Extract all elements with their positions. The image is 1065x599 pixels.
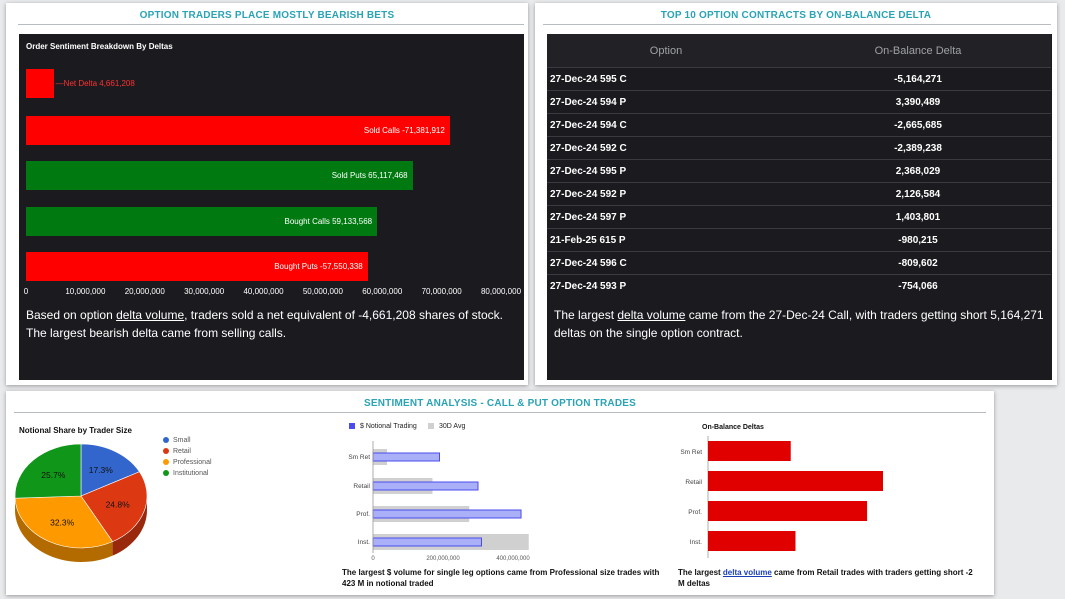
title-divider	[14, 412, 986, 413]
top-contracts-table	[547, 34, 1051, 297]
legend-dot-icon	[163, 448, 169, 454]
col-delta-header[interactable]: On-Balance Delta	[785, 34, 1051, 68]
category-label: Inst.	[689, 539, 702, 546]
summary-text-rest: came from the 27-Dec-24 Call, with traders getting short 5,164,271 deltas on the single option contract.	[554, 308, 1044, 340]
x-tick-label: 0	[371, 556, 375, 562]
delta-cell: -5,164,271	[785, 68, 1051, 91]
delta-cell: -2,665,685	[785, 114, 1051, 137]
delta-cell: 1,403,801	[785, 206, 1051, 229]
option-cell: 27-Dec-24 594 C	[547, 114, 785, 137]
pie-legend-label: Institutional	[173, 470, 209, 477]
obd-delta-volume-link[interactable]: delta volume	[722, 568, 772, 577]
on-balance-deltas-chart	[666, 436, 896, 561]
table-row[interactable]	[547, 275, 1051, 298]
notional-bar	[373, 510, 521, 518]
category-label: Retail	[685, 479, 702, 486]
notional-legend-label: $ Notional Trading	[360, 423, 417, 430]
summary-text: The largest	[554, 308, 618, 322]
x-tick-label: 60,000,000	[362, 287, 403, 296]
notional-bar-chart	[336, 436, 556, 566]
table-row[interactable]	[547, 206, 1051, 229]
x-tick-label: 20,000,000	[124, 287, 165, 296]
top-contracts-title: TOP 10 OPTION CONTRACTS BY ON-BALANCE DELTA	[660, 10, 932, 21]
title-divider	[543, 24, 1051, 25]
pie-legend-item[interactable]	[163, 470, 208, 477]
category-label: Prof.	[356, 511, 370, 518]
delta-cell: 2,126,584	[785, 183, 1051, 206]
contracts-summary	[554, 306, 1044, 342]
sentiment-card	[6, 3, 528, 385]
obd-title: On-Balance Deltas	[702, 424, 764, 431]
pie-slice-label: 32.3%	[50, 517, 75, 528]
pie-legend-item[interactable]	[163, 448, 191, 455]
obd-bar	[708, 441, 791, 461]
x-tick-label: 400,000,000	[496, 556, 530, 562]
option-cell: 27-Dec-24 595 C	[547, 68, 785, 91]
x-tick-label: 70,000,000	[421, 287, 462, 296]
obd-note-text-rest: came from Retail trades with traders getting short -2 M deltas	[678, 568, 973, 588]
table-row[interactable]	[547, 183, 1051, 206]
table-header	[547, 34, 1051, 68]
x-tick-label: 10,000,000	[65, 287, 106, 296]
option-cell: 21-Feb-25 615 P	[547, 229, 785, 252]
table-row[interactable]	[547, 137, 1051, 160]
pie-legend-label: Small	[173, 437, 191, 444]
delta-cell: -980,215	[785, 229, 1051, 252]
table-row[interactable]	[547, 160, 1051, 183]
summary-text: Based on option	[26, 308, 117, 322]
sentiment-analysis-card	[6, 391, 994, 595]
sentiment-card-title: OPTION TRADERS PLACE MOSTLY BEARISH BETS	[139, 10, 395, 21]
obd-bar	[708, 531, 796, 551]
legend-dot-icon	[163, 437, 169, 443]
pie-legend-label: Retail	[173, 448, 191, 455]
x-tick-label: 0	[23, 287, 29, 296]
category-label: Sm Ret	[348, 454, 370, 461]
title-divider	[18, 24, 524, 25]
x-tick-label: 80,000,000	[480, 287, 522, 296]
option-cell: 27-Dec-24 593 P	[547, 275, 785, 298]
pie-legend-label: Professional	[173, 459, 212, 466]
obd-bar	[708, 471, 883, 491]
delta-cell: -2,389,238	[785, 137, 1051, 160]
table-row[interactable]	[547, 91, 1051, 114]
top-contracts-panel	[547, 34, 1052, 380]
notional-bar	[373, 453, 440, 461]
sentiment-bar-label: Bought Puts -57,550,338	[274, 262, 363, 271]
notional-bar	[373, 538, 482, 546]
category-label: Retail	[353, 483, 370, 490]
sentiment-bar-label: —Net Delta 4,661,208	[55, 79, 135, 88]
summary-text-rest: , traders sold a net equivalent of -4,661,208 shares of stock. The largest bearish delta came from selling calls.	[26, 308, 503, 340]
pie-slice-label: 24.8%	[105, 499, 130, 510]
pie-slice-label: 17.3%	[88, 465, 113, 476]
delta-cell: 3,390,489	[785, 91, 1051, 114]
legend-swatch-icon	[428, 423, 434, 429]
delta-cell: -809,602	[785, 252, 1051, 275]
sentiment-bar-label: Sold Puts 65,117,468	[331, 171, 408, 180]
delta-volume-link[interactable]: delta volume	[116, 308, 185, 322]
legend-swatch-icon	[349, 423, 355, 429]
delta-cell: 2,368,029	[785, 160, 1051, 183]
notional-share-pie	[14, 441, 164, 566]
notional-note: The largest $ volume for single leg options came from Professional size trades with 423 M in notional traded	[342, 568, 660, 588]
legend-dot-icon	[163, 459, 169, 465]
pie-slice-label: 25.7%	[41, 470, 66, 481]
table-row[interactable]	[547, 229, 1051, 252]
table-row[interactable]	[547, 114, 1051, 137]
option-cell: 27-Dec-24 594 P	[547, 91, 785, 114]
sentiment-summary	[26, 306, 516, 342]
sentiment-bar-label: Sold Calls -71,381,912	[363, 126, 445, 135]
sentiment-bar-label: Bought Calls 59,133,568	[284, 217, 373, 226]
x-tick-label: 30,000,000	[184, 287, 225, 296]
category-label: Prof.	[688, 509, 702, 516]
option-cell: 27-Dec-24 596 C	[547, 252, 785, 275]
delta-volume-link[interactable]: delta volume	[617, 308, 686, 322]
sentiment-analysis-title: SENTIMENT ANALYSIS - CALL & PUT OPTION TRADES	[364, 398, 636, 409]
x-tick-label: 200,000,000	[426, 556, 460, 562]
option-cell: 27-Dec-24 595 P	[547, 160, 785, 183]
table-row[interactable]	[547, 68, 1051, 91]
option-cell: 27-Dec-24 592 C	[547, 137, 785, 160]
pie-title: Notional Share by Trader Size	[19, 426, 132, 435]
notional-legend-item[interactable]	[349, 423, 417, 430]
delta-cell: -754,066	[785, 275, 1051, 298]
chart-title: Order Sentiment Breakdown By Deltas	[26, 42, 173, 51]
notional-legend-label: 30D Avg	[439, 423, 466, 430]
notional-bar	[373, 482, 478, 490]
category-label: Inst.	[357, 539, 370, 546]
sentiment-panel	[19, 34, 524, 380]
category-label: Sm Ret	[680, 449, 702, 456]
obd-note	[678, 567, 978, 589]
obd-bar	[708, 501, 867, 521]
x-tick-label: 40,000,000	[243, 287, 284, 296]
notional-legend-item[interactable]	[428, 423, 465, 430]
top-contracts-card	[535, 3, 1057, 385]
pie-legend-item[interactable]	[163, 437, 191, 444]
table-row[interactable]	[547, 252, 1051, 275]
x-tick-label: 50,000,000	[302, 287, 343, 296]
option-cell: 27-Dec-24 597 P	[547, 206, 785, 229]
legend-dot-icon	[163, 470, 169, 476]
col-option-header[interactable]: Option	[547, 34, 785, 68]
sentiment-bar	[26, 69, 54, 98]
pie-legend-item[interactable]	[163, 459, 212, 466]
option-cell: 27-Dec-24 592 P	[547, 183, 785, 206]
obd-note-text: The largest	[678, 568, 723, 577]
